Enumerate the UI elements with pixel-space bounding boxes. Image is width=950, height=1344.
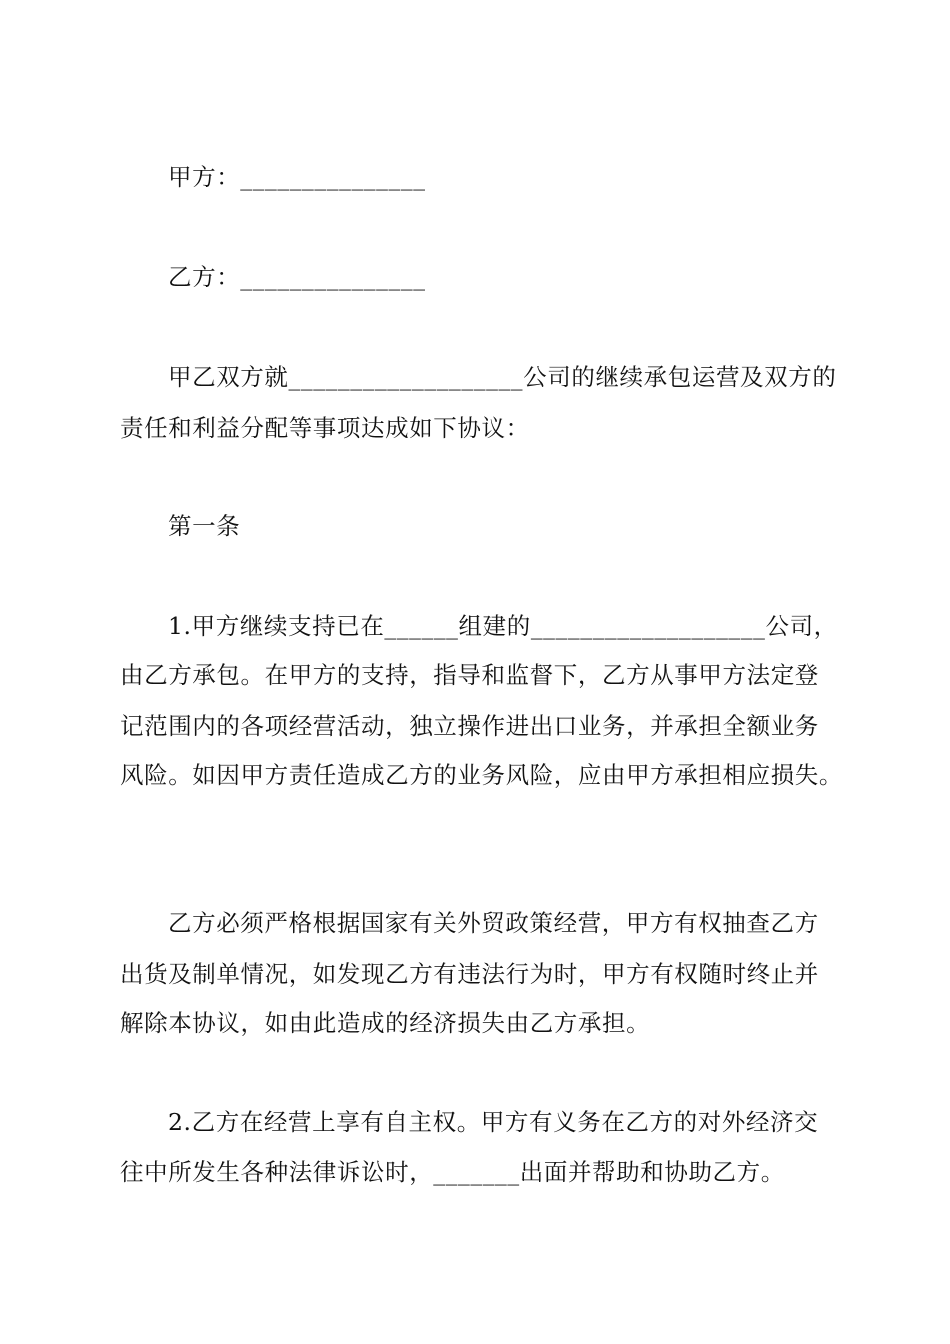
clause-1b-line-2: 出货及制单情况，如发现乙方有违法行为时，甲方有权随时终止并 <box>120 960 819 988</box>
clause-1-line-3: 记范围内的各项经营活动，独立操作进出口业务，并承担全额业务 <box>120 712 819 740</box>
clause-1b-line-1: 乙方必须严格根据国家有关外贸政策经营，甲方有权抽查乙方 <box>168 909 819 937</box>
clause-1-line-4: 风险。如因甲方责任造成乙方的业务风险，应由甲方承担相应损失。 <box>120 761 843 789</box>
party-a-line: 甲方：_______________ <box>168 163 426 191</box>
clause-2-line-2: 往中所发生各种法律诉讼时，_______出面并帮助和协助乙方。 <box>120 1158 785 1186</box>
intro-line-2: 责任和利益分配等事项达成如下协议： <box>120 414 530 442</box>
clause-1-line-2: 由乙方承包。在甲方的支持，指导和监督下，乙方从事甲方法定登 <box>120 661 819 689</box>
clause-1b-line-3: 解除本协议，如由此造成的经济损失由乙方承担。 <box>120 1009 651 1037</box>
clause-2-line-1: 2.乙方在经营上享有自主权。甲方有义务在乙方的对外经济交 <box>168 1108 819 1136</box>
party-b-line: 乙方：_______________ <box>168 263 426 291</box>
clause-1-line-1: 1.甲方继续支持已在______组建的___________________公司， <box>168 612 838 640</box>
article-heading: 第一条 <box>168 512 241 540</box>
intro-line-1: 甲乙双方就___________________公司的继续承包运营及双方的 <box>168 363 837 391</box>
